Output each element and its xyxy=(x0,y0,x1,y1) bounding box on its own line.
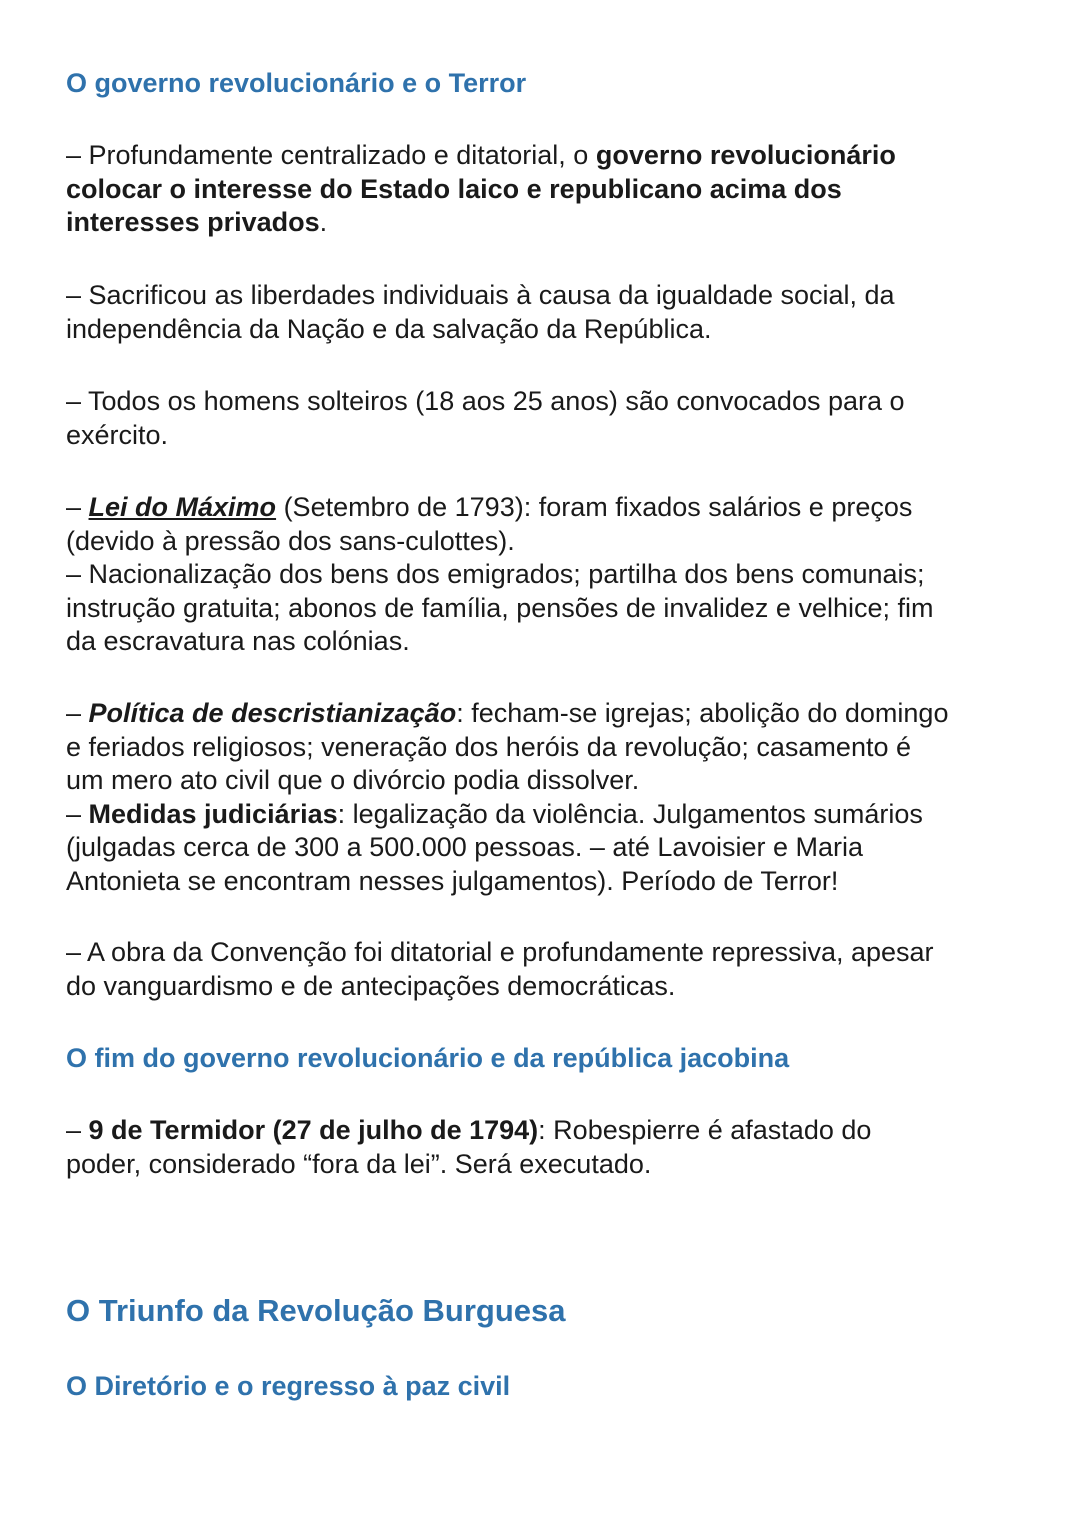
text-nacionalizacao: – Nacionalização dos bens dos emigrados; partilha dos bens comunais; instrução gratuita; abonos de família, pensões de invalidez e velhice; fim da escravatura nas colónias. xyxy=(66,559,934,656)
paragraph-descristianizacao xyxy=(66,697,1026,898)
text: : fecham-se igrejas; abolição do domingo e feriados religiosos; veneração dos heróis da revolução; casamento é um mero ato civil que o divórcio podia dissolver. xyxy=(66,698,949,795)
heading-governo-revolucionario: O governo revolucionário e o Terror xyxy=(66,68,527,98)
paragraph-termidor xyxy=(66,1114,1026,1181)
bold-text: governo revolucionário colocar o interesse do Estado laico e republicano acima dos interesses privados xyxy=(66,140,896,237)
heading-triunfo-revolucao: O Triunfo da Revolução Burguesa xyxy=(66,1293,566,1328)
text: – Profundamente centralizado e ditatorial, o xyxy=(66,140,596,170)
term-termidor: 9 de Termidor (27 de julho de 1794) xyxy=(88,1115,539,1145)
heading-fim-governo: O fim do governo revolucionário e da república jacobina xyxy=(66,1043,790,1073)
text: – xyxy=(66,698,89,728)
paragraph-liberdades: – Sacrificou as liberdades individuais à causa da igualdade social, da independência da Nação e da salvação da República. xyxy=(66,280,895,344)
text: : Robespierre é afastado do poder, considerado “fora da lei”. Será executado. xyxy=(66,1115,872,1179)
text: : legalização da violência. Julgamentos sumários (julgadas cerca de 300 a 500.000 pessoas. – até Lavoisier e Maria Antonieta se encontram nesses julgamentos). Período de Terror! xyxy=(66,798,923,896)
paragraph-obra-convencao: – A obra da Convenção foi ditatorial e profundamente repressiva, apesar do vanguardismo e de antecipações democráticas. xyxy=(66,937,934,1001)
text: (Setembro de 1793): foram fixados salários e preços (devido à pressão dos sans-culottes). xyxy=(66,492,913,556)
paragraph-lei-do-maximo xyxy=(66,491,1026,659)
heading-diretorio: O Diretório e o regresso à paz civil xyxy=(66,1371,511,1401)
text: – xyxy=(66,1115,89,1145)
paragraph-homens-solteiros: – Todos os homens solteiros (18 aos 25 anos) são convocados para o exército. xyxy=(66,386,905,450)
text: . xyxy=(319,207,328,237)
paragraph-centralizado xyxy=(66,139,1026,240)
term-lei-do-maximo: Lei do Máximo xyxy=(88,492,277,522)
text: – xyxy=(66,492,89,522)
term-descristianizacao: Política de descristianização xyxy=(88,698,457,728)
text: – xyxy=(66,798,82,829)
term-medidas-judiciarias: Medidas judiciárias xyxy=(88,798,338,829)
